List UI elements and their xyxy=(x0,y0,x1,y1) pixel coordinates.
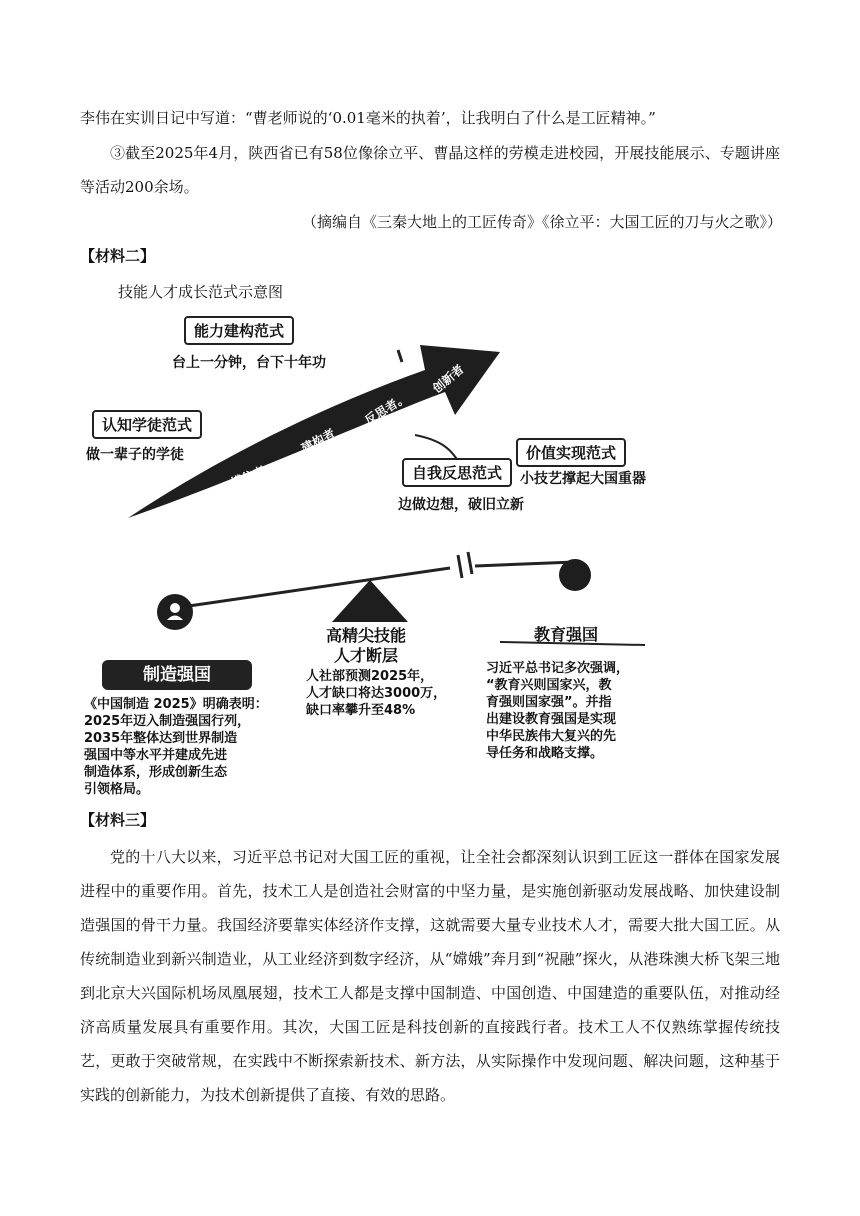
source-citation: （摘编自《三秦大地上的工匠传奇》《徐立平：大国工匠的刀与火之歌》） xyxy=(302,213,783,231)
talent-gap-text: 人社部预测2025年， 人才缺口将达3000万， 缺口率攀升至48% xyxy=(306,669,447,718)
growth-diagram xyxy=(80,300,780,820)
paradigm-value-realization-caption: 小技艺撑起大国重器 xyxy=(520,471,646,487)
item-3-paragraph: ③截至2025年4月，陕西省已有58位像徐立平、曹晶这样的劳模走进校园，开展技能展示、专题讲座等活动200余场。 xyxy=(80,144,780,196)
arrow-label-reflector: 反思者。 xyxy=(362,390,411,428)
material-2-heading: 【材料二】 xyxy=(80,247,156,265)
paradigm-ability-building-caption: 台上一分钟，台下十年功 xyxy=(172,355,326,371)
badge-education: 教育强国 xyxy=(534,625,599,644)
arrow-label-constructor: 建构者 xyxy=(299,426,338,456)
seesaw-beam-right xyxy=(475,562,575,566)
badge-manufacturing: 制造强国 xyxy=(102,660,252,690)
material-3-body: 党的十八大以来，习近平总书记对大国工匠的重视，让全社会都深刻认识到工匠这一群体在国家发展进程中的重要作用。首先，技术工人是创造社会财富的中坚力量，是实施创新驱动发展战略、加快建设制造强国的骨干力量。我国经济要靠实体经济作支撑，这就需要大量专业技术人才，需要大批大国工匠。从传统制造业到新兴制造业，从工业经济到数字经济，从“嫦娥”奔月到“祝融”探火，从港珠澳大桥飞架三地到北京大兴国际机场凤凰展翅，技术工人都是支撑中国制造、中国创造、中国建造的重要队伍，对推动经济高质量发展具有重要作用。其次，大国工匠是科技创新的直接践行者。技术工人不仅熟练掌握传统技艺，更敢于突破常规，在实践中不断探索新技术、新方法，从实际操作中发现问题、解决问题，这种基于实践的创新能力，为技术创新提供了直接、有效的思路。 xyxy=(80,848,780,1104)
break-mark-2 xyxy=(468,552,472,574)
material-3-heading: 【材料三】 xyxy=(80,811,156,829)
person-icon xyxy=(170,603,180,613)
paradigm-value-realization: 价值实现范式 xyxy=(516,438,626,467)
seesaw-beam xyxy=(175,568,450,608)
paradigm-cognitive-apprentice: 认知学徒范式 xyxy=(92,410,202,439)
paradigm-ability-building: 能力建构范式 xyxy=(184,316,294,345)
arrow-label-innovator: 创新者 xyxy=(430,361,467,396)
talent-gap-title: 高精尖技能 人才断层 xyxy=(326,626,407,665)
manufacturing-text: 《中国制造 2025》明确表明： 2025年迈入制造强国行列， 2035年整体达到世界制造 强国中等水平并建成先进 制造体系，形成创新生态 引领格局。 xyxy=(84,697,268,797)
right-weight xyxy=(559,559,591,591)
paradigm-cognitive-apprentice-caption: 做一辈子的学徒 xyxy=(86,447,184,463)
break-mark-1 xyxy=(458,555,462,578)
paradigm-self-reflection-caption: 边做边想，破旧立新 xyxy=(398,497,524,513)
figure-title: 技能人才成长范式示意图 xyxy=(118,283,284,301)
fulcrum xyxy=(332,580,408,622)
paradigm-self-reflection: 自我反思范式 xyxy=(402,458,512,487)
diary-line: 李伟在实训日记中写道：“曹老师说的‘0.01毫米的执着’，让我明白了什么是工匠精神。” xyxy=(80,109,656,127)
education-text: 习近平总书记多次强调， “教育兴则国家兴，教 育强则国家强”。并指 出建设教育强国是实现 中华民族伟大复兴的先 导任务和战略支撑。 xyxy=(486,661,630,761)
arrow-label-imitator: 模仿者 xyxy=(228,463,268,491)
tick-mark xyxy=(398,350,402,362)
